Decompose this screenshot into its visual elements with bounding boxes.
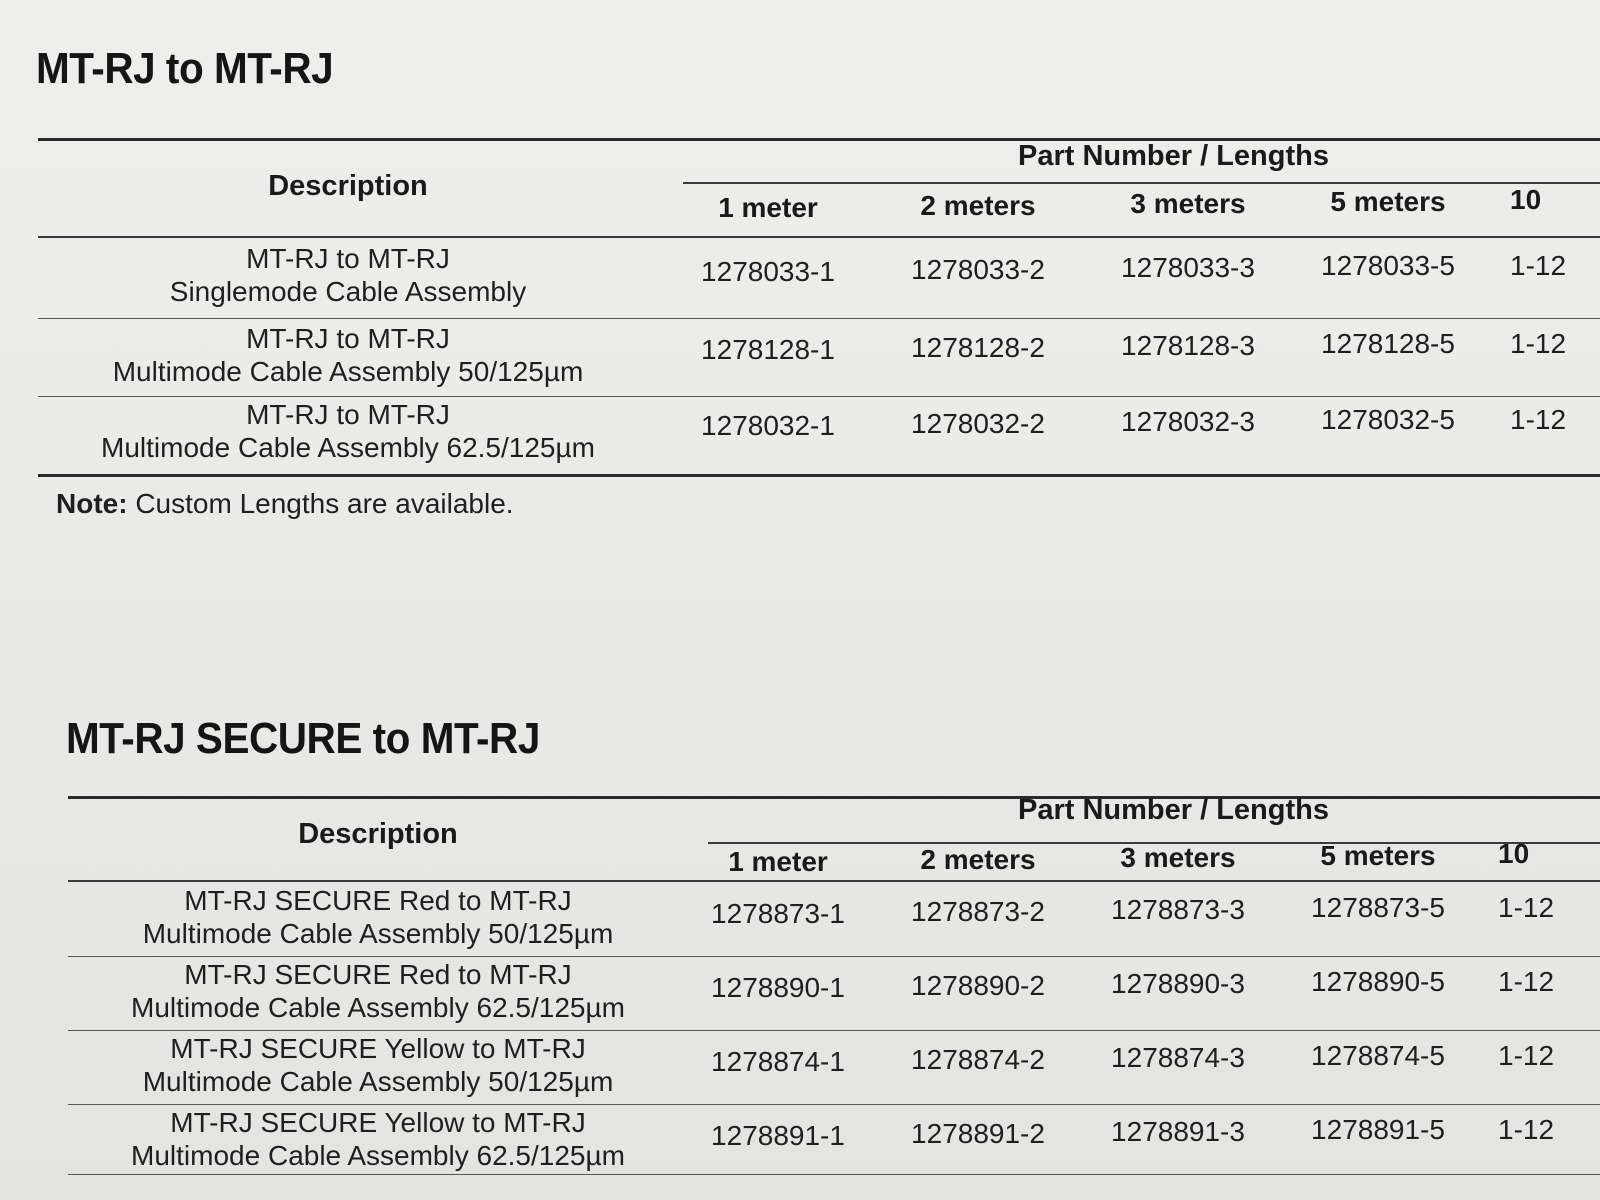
part-number-2m: 1278890-2 xyxy=(911,970,1045,1001)
part-number-3m: 1278873-3 xyxy=(1111,894,1245,925)
table-row xyxy=(68,1106,1600,1178)
table-top-rule xyxy=(38,138,1600,141)
section-title-mtrj-to-mtrj: MT-RJ to MT-RJ xyxy=(36,44,334,93)
description-line-1: MT-RJ to MT-RJ xyxy=(246,323,450,354)
column-header-1-meter: 1 meter xyxy=(718,192,818,223)
row-description xyxy=(38,242,658,308)
row-divider xyxy=(68,1030,1600,1031)
column-header-10-meters: 10 xyxy=(1510,184,1542,215)
part-number-2m: 1278873-2 xyxy=(911,896,1045,927)
part-number-5m: 1278873-5 xyxy=(1311,892,1445,923)
description-header: Description xyxy=(298,818,458,850)
description-line-2: Multimode Cable Assembly 62.5/125µm xyxy=(131,992,625,1023)
table-bottom-rule xyxy=(38,474,1600,477)
description-line-1: MT-RJ to MT-RJ xyxy=(246,243,450,274)
part-number-2m: 1278033-2 xyxy=(911,254,1045,285)
row-description xyxy=(68,1106,688,1172)
part-number-10m: 1-12 xyxy=(1498,1114,1555,1145)
part-number-lengths-header: Part Number / Lengths xyxy=(1018,140,1329,172)
description-line-1: MT-RJ to MT-RJ xyxy=(246,399,450,430)
part-number-3m: 1278128-3 xyxy=(1121,330,1255,361)
row-description xyxy=(68,1032,688,1098)
note-text: Custom Lengths are available. xyxy=(127,488,514,519)
description-line-1: MT-RJ SECURE Yellow to MT-RJ xyxy=(170,1107,586,1138)
part-number-1m: 1278128-1 xyxy=(701,334,835,365)
description-header: Description xyxy=(268,170,428,202)
part-number-1m: 1278873-1 xyxy=(711,898,845,929)
part-number-2m: 1278891-2 xyxy=(911,1118,1045,1149)
table-row xyxy=(68,1032,1600,1104)
custom-lengths-note xyxy=(56,488,514,520)
row-divider xyxy=(38,396,1600,397)
description-line-2: Multimode Cable Assembly 50/125µm xyxy=(112,356,584,387)
part-number-5m: 1278890-5 xyxy=(1311,966,1445,997)
table-row xyxy=(38,320,1600,398)
row-divider xyxy=(68,1104,1600,1105)
part-number-10m: 1-12 xyxy=(1510,328,1567,359)
part-number-3m: 1278890-3 xyxy=(1111,968,1245,999)
group-header-underline xyxy=(683,182,1600,184)
part-number-3m: 1278033-3 xyxy=(1121,252,1255,283)
part-number-5m: 1278874-5 xyxy=(1311,1040,1445,1071)
table-row xyxy=(68,882,1600,956)
part-number-1m: 1278033-1 xyxy=(701,256,835,287)
part-number-lengths-header: Part Number / Lengths xyxy=(1018,794,1329,826)
part-number-2m: 1278032-2 xyxy=(911,408,1045,439)
part-number-table-mtrj xyxy=(38,138,1600,538)
part-number-3m: 1278891-3 xyxy=(1111,1116,1245,1147)
description-line-2: Multimode Cable Assembly 50/125µm xyxy=(142,918,614,949)
part-number-1m: 1278032-1 xyxy=(701,410,835,441)
part-number-table-mtrj-secure xyxy=(68,794,1600,1200)
row-description xyxy=(68,884,688,950)
table-row xyxy=(38,398,1600,478)
note-label: Note: xyxy=(56,488,128,519)
part-number-5m: 1278033-5 xyxy=(1321,250,1455,281)
row-divider xyxy=(68,1174,1600,1175)
part-number-10m: 1-12 xyxy=(1498,1040,1555,1071)
row-description xyxy=(68,958,688,1024)
part-number-10m: 1-12 xyxy=(1498,966,1555,997)
part-number-2m: 1278128-2 xyxy=(911,332,1045,363)
description-line-1: MT-RJ SECURE Red to MT-RJ xyxy=(184,959,572,990)
part-number-2m: 1278874-2 xyxy=(911,1044,1045,1075)
part-number-10m: 1-12 xyxy=(1498,892,1555,923)
description-line-2: Multimode Cable Assembly 62.5/125µm xyxy=(131,1140,625,1171)
table-top-rule xyxy=(68,796,1600,799)
column-header-1-meter: 1 meter xyxy=(728,846,828,877)
part-number-1m: 1278891-1 xyxy=(711,1120,845,1151)
part-number-5m: 1278891-5 xyxy=(1311,1114,1445,1145)
row-description xyxy=(38,322,658,388)
column-header-5-meters: 5 meters xyxy=(1330,186,1446,217)
part-number-10m: 1-12 xyxy=(1510,250,1567,281)
column-header-3-meters: 3 meters xyxy=(1130,188,1246,219)
description-line-1: MT-RJ SECURE Red to MT-RJ xyxy=(184,885,572,916)
part-number-3m: 1278874-3 xyxy=(1111,1042,1245,1073)
row-divider xyxy=(38,318,1600,319)
description-line-2: Singlemode Cable Assembly xyxy=(169,276,527,307)
table-row xyxy=(38,238,1600,318)
table-row xyxy=(68,958,1600,1030)
part-number-10m: 1-12 xyxy=(1510,404,1567,435)
column-header-5-meters: 5 meters xyxy=(1320,840,1436,871)
section-title-mtrj-secure-to-mtrj: MT-RJ SECURE to MT-RJ xyxy=(66,714,540,763)
part-number-1m: 1278874-1 xyxy=(711,1046,845,1077)
column-header-3-meters: 3 meters xyxy=(1120,842,1236,873)
column-header-2-meters: 2 meters xyxy=(920,190,1036,221)
description-line-1: MT-RJ SECURE Yellow to MT-RJ xyxy=(170,1033,586,1064)
row-divider xyxy=(68,956,1600,957)
description-line-2: Multimode Cable Assembly 50/125µm xyxy=(142,1066,614,1097)
part-number-5m: 1278128-5 xyxy=(1321,328,1455,359)
row-description xyxy=(38,398,658,464)
part-number-1m: 1278890-1 xyxy=(711,972,845,1003)
part-number-3m: 1278032-3 xyxy=(1121,406,1255,437)
description-line-2: Multimode Cable Assembly 62.5/125µm xyxy=(101,432,595,463)
column-header-2-meters: 2 meters xyxy=(920,844,1036,875)
column-header-10-meters: 10 xyxy=(1498,838,1530,869)
part-number-5m: 1278032-5 xyxy=(1321,404,1455,435)
